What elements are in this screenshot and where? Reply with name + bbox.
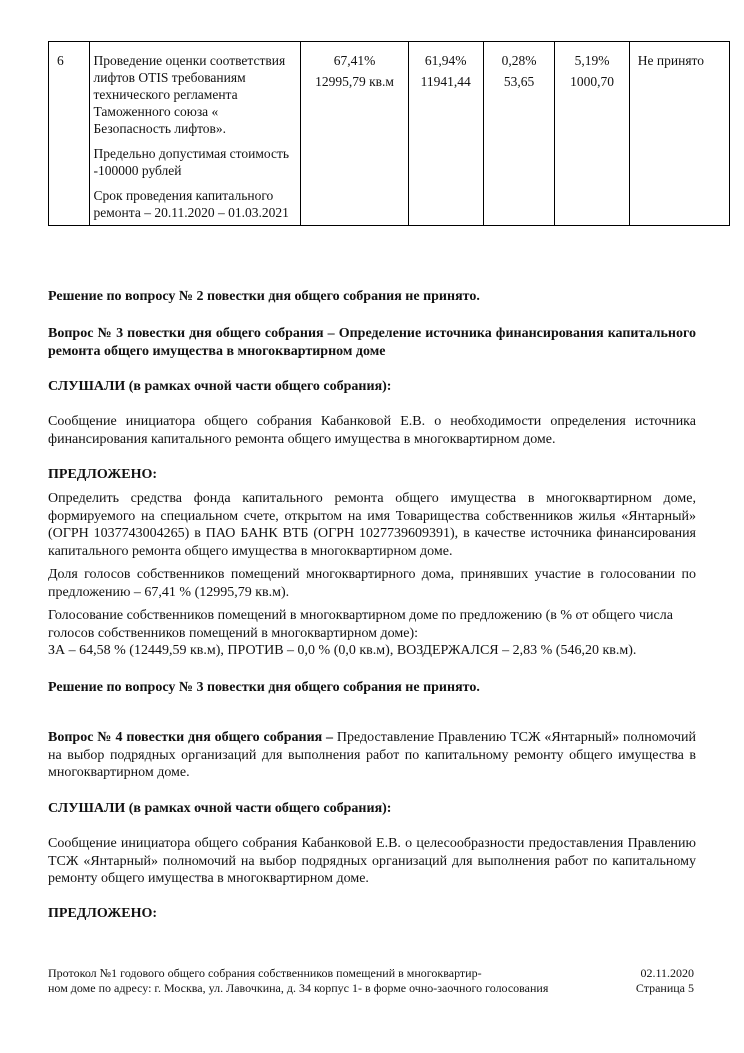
abstained-percent: 5,19% — [574, 53, 610, 68]
abstained-area: 1000,70 — [570, 74, 615, 89]
q3-heard-heading: СЛУШАЛИ (в рамках очной части общего собрания): — [48, 379, 392, 394]
q3-title: Вопрос № 3 повестки дня общего собрания – Определение источника финансирования капитального ремонта общего имущества в многоквартирном доме — [48, 326, 696, 359]
q4-title-rest: Предоставление Правлению ТСЖ «Янтарный» полномочий на выбор подрядных организаций для выполнения работ по капитальному ремонту общего имущества в многоквартирном доме. — [48, 730, 696, 780]
q3-proposed-text: Определить средства фонда капитального ремонта общего имущества в многоквартирном доме, формируемого на специальном счете, открытом на имя Товарищества собственников жилья «Янтарный» (ОГРН 1037743004265) в ПАО БАНК ВТБ (ОГРН 1027739609391), в качестве источника финансирования капитального ремонта общего имущества в многоквартирном доме. — [48, 491, 696, 559]
footer-right — [600, 966, 694, 996]
q3-heard-text: Сообщение инициатора общего собрания Кабанковой Е.В. о необходимости определения источника финансирования капитального ремонта общего имущества в многоквартирном доме. — [48, 414, 696, 447]
q3-vote-result: ЗА – 64,58 % (12449,59 кв.м), ПРОТИВ – 0,0 % (0,0 кв.м), ВОЗДЕРЖАЛСЯ – 2,83 % (546,20 кв.м). — [48, 643, 637, 658]
participated-cell — [301, 42, 408, 226]
q3-vote-text: Голосование собственников помещений в многоквартирном доме по предложению (в % от общего числа голосов собственников помещений в многоквартирном доме): — [48, 608, 673, 641]
description-paragraph: Проведение оценки соответствия лифтов OTIS требованиям технического регламента Таможенного союза « Безопасность лифтов». — [93, 53, 286, 136]
decision-q3: Решение по вопросу № 3 повестки дня общего собрания не принято. — [48, 680, 480, 695]
description-paragraph: Предельно допустимая стоимость -100000 рублей — [93, 146, 290, 178]
voting-results-table — [48, 41, 730, 226]
footer-page-number: Страница 5 — [635, 981, 694, 995]
q4-proposed-heading: ПРЕДЛОЖЕНО: — [48, 906, 158, 921]
description-paragraph: Срок проведения капитального ремонта – 20.11.2020 – 01.03.2021 — [93, 188, 289, 220]
question-description — [89, 42, 301, 226]
for-area: 11941,44 — [420, 74, 471, 89]
table-row — [49, 42, 730, 226]
decision-q2: Решение по вопросу № 2 повестки дня общего собрания не принято. — [48, 289, 480, 304]
abstained-cell — [555, 42, 629, 226]
for-percent: 61,94% — [424, 53, 467, 68]
against-percent: 0,28% — [501, 53, 537, 68]
q4-heard-heading: СЛУШАЛИ (в рамках очной части общего собрания): — [48, 801, 392, 816]
participated-area: 12995,79 кв.м — [315, 74, 394, 89]
row-number: 6 — [49, 42, 90, 226]
footer-line-1: Протокол №1 годового общего собрания собственников помещений в многоквартир- — [48, 966, 482, 980]
against-cell — [483, 42, 555, 226]
q4-heard-text: Сообщение инициатора общего собрания Кабанковой Е.В. о целесообразности предоставления Правлению ТСЖ «Янтарный» полномочий на выбор подрядных организаций для выполнения работ по капитальному ремонту общего имущества в многоквартирном доме. — [48, 836, 696, 886]
q3-proposed-heading: ПРЕДЛОЖЕНО: — [48, 467, 158, 482]
q4-title-bold: Вопрос № 4 повестки дня общего собрания – — [48, 730, 337, 745]
decision-result: Не принято — [629, 42, 729, 226]
footer-date: 02.11.2020 — [640, 966, 694, 980]
footer-protocol — [48, 966, 608, 996]
participated-percent: 67,41% — [333, 53, 376, 68]
footer-line-2: ном доме по адресу: г. Москва, ул. Лавочкина, д. 34 корпус 1- в форме очно-заочного голосования — [48, 981, 549, 995]
for-cell — [408, 42, 483, 226]
against-area: 53,65 — [503, 74, 535, 89]
q4-title — [48, 729, 696, 782]
q3-share-text: Доля голосов собственников помещений многоквартирного дома, принявших участие в голосовании по предложению – 67,41 % (12995,79 кв.м). — [48, 567, 696, 600]
